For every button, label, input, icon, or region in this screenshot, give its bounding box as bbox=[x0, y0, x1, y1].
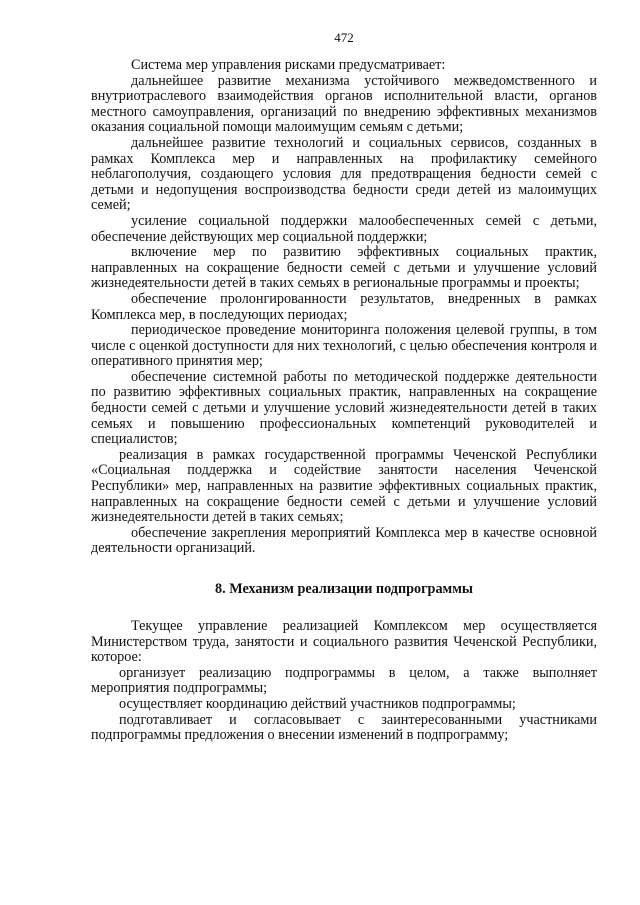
document-page bbox=[91, 30, 597, 744]
paragraph: организует реализацию подпрограммы в целом, а также выполняет мероприятия подпрограммы; bbox=[91, 664, 597, 697]
paragraph: периодическое проведение мониторинга положения целевой группы, в том числе с оценкой доступности для них технологий, с целью обеспечения контроля и оперативного принятия мер; bbox=[91, 322, 597, 370]
paragraph: обеспечение пролонгированности результатов, внедренных в рамках Комплекса мер, в последующих периодах; bbox=[91, 290, 597, 323]
paragraph: реализация в рамках государственной программы Чеченской Республики «Социальная поддержка и содействие занятости населения Чеченской Республики» мер, направленных на развитие эффективных социальных практик, направленных на сокращение бедности семей с детьми и улучшение условий жизнедеятельности детей в таких семьях; bbox=[91, 446, 597, 526]
paragraph: подготавливает и согласовывает с заинтересованными участниками подпрограммы предложения о внесении изменений в подпрограмму; bbox=[91, 711, 597, 744]
paragraph: дальнейшее развитие технологий и социальных сервисов, созданных в рамках Комплекса мер и направленных на профилактику семейного неблагополучия, создающего условия для предотвращения бедности семей с детьми и недопущения воспроизводства бедности среди детей из малоимущих семей; bbox=[91, 134, 597, 214]
implementation-section bbox=[91, 619, 597, 744]
paragraph: обеспечение системной работы по методической поддержке деятельности по развитию эффективных социальных практик, направленных на сокращение бедности семей с детьми и улучшение условий жизнедеятельности детей в таких семьях и повышению профессиональных компетенций руководителей и специалистов; bbox=[91, 368, 597, 448]
paragraph: Система мер управления рисками предусматривает: bbox=[131, 57, 446, 73]
section-heading: 8. Механизм реализации подпрограммы bbox=[215, 581, 473, 597]
paragraph: осуществляет координацию действий участников подпрограммы; bbox=[119, 695, 516, 712]
page-number: 472 bbox=[334, 30, 354, 45]
paragraph: включение мер по развитию эффективных социальных практик, направленных на сокращение бедности семей с детьми и улучшение условий жизнедеятельности детей в таких семьях в региональные программы и проекты; bbox=[91, 244, 597, 292]
paragraph: дальнейшее развитие механизма устойчивого межведомственного и внутриотраслевого взаимодействия органов исполнительной власти, органов местного самоуправления, организаций по внедрению эффективных механизмов оказания социальной помощи малоимущим семьям с детьми; bbox=[91, 72, 597, 136]
paragraph: Текущее управление реализацией Комплексом мер осуществляется Министерством труда, занятости и социального развития Чеченской Республики, которое: bbox=[91, 618, 597, 666]
paragraph: обеспечение закрепления мероприятий Комплекса мер в качестве основной деятельности организаций. bbox=[91, 524, 597, 557]
paragraph: усиление социальной поддержки малообеспеченных семей с детьми, обеспечение действующих мер социальной поддержки; bbox=[91, 212, 597, 245]
risk-measures-section bbox=[91, 58, 597, 557]
